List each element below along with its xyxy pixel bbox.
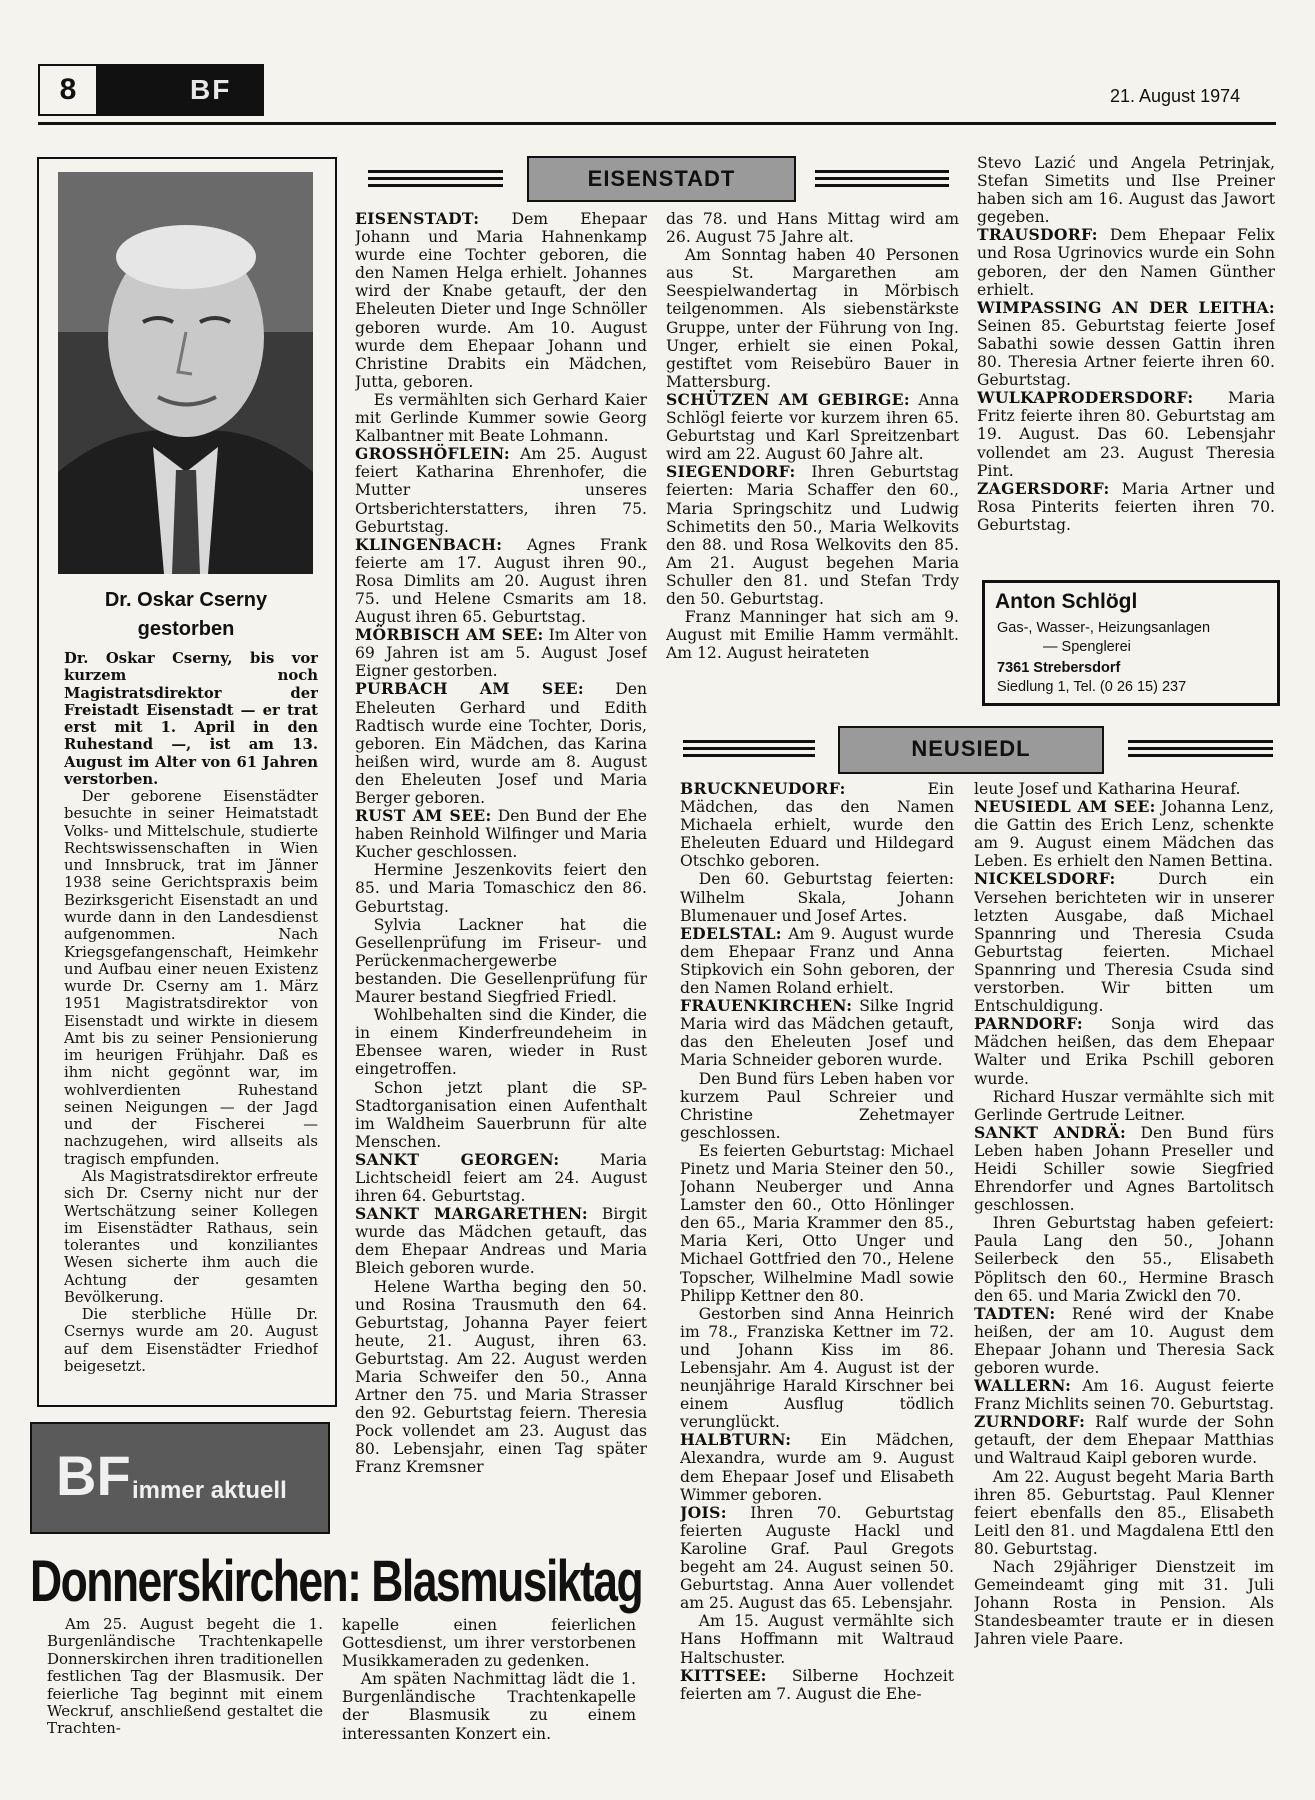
ad-company-name: Anton Schlögl xyxy=(995,590,1138,613)
news-item xyxy=(974,870,1274,1015)
place-name: SANKT ANDRÄ: xyxy=(974,1122,1126,1142)
news-item xyxy=(974,1413,1274,1467)
news-text: Dem Ehepaar Felix und Rosa Ugrinovics wurde ein Sohn geboren, der den Namen Günther erhielt. xyxy=(977,226,1275,299)
obituary-paragraph: Der geborene Eisenstädter besuchte in seiner Heimatstadt Volks- und Mittelschule, studierte Rechtswissenschaften in Wien und Innsbruck, trat im Jänner 1938 seine Gerichtspraxis beim Bezirksgericht Eisenstadt an und wurde dann in den Landesdienst aufgenommen. Nach Kriegsgefangenschaft, Heimkehr und Aufbau einer neuen Existenz wurde Dr. Cserny am 1. März 1951 Magistratsdirektor von Eisenstadt und wirkte in diesem Amt bis zu seiner Pensionierung im heurigen Frühjahr. Daß es ihm nicht gegönnt war, im wohlverdienten Ruhestand seinen Neigungen — der Jagd und der Fischerei — nachzugehen, wird allseits als tragisch empfunden. xyxy=(64,788,318,1168)
news-item xyxy=(680,1612,954,1666)
news-item xyxy=(974,1015,1274,1087)
news-text: Im Alter von 69 Jahren ist am 5. August Josef Eigner gestorben. xyxy=(355,626,647,681)
banner-slogan: immer aktuell xyxy=(132,1477,287,1504)
news-text: Maria Lichtscheidl feiert am 24. August ihren 64. Geburtstag. xyxy=(355,1150,647,1206)
eisenstadt-column-2 xyxy=(666,210,959,708)
place-name: EDELSTAL: xyxy=(680,923,782,943)
news-text: Ralf wurde der Sohn getauft, der dem Ehepaar Matthias und Waltraud Kaipl geboren wurde. xyxy=(974,1413,1274,1468)
issue-date: 21. August 1974 xyxy=(1110,86,1241,106)
place-name: PURBACH AM SEE: xyxy=(355,679,584,699)
place-name: MÖRBISCH AM SEE: xyxy=(355,625,544,645)
paper-mark: BF xyxy=(190,74,232,105)
obituary-text xyxy=(64,650,318,1395)
news-text: das 78. und Hans Mittag wird am 26. August 75 Jahre alt. xyxy=(666,210,959,247)
place-name: SANKT GEORGEN: xyxy=(355,1149,560,1169)
news-text: Richard Huszar vermählte sich mit Gerlinde Gertrude Leitner. xyxy=(974,1087,1274,1124)
news-item xyxy=(355,391,647,445)
news-item xyxy=(974,1214,1274,1304)
news-text: Durch ein Versehen berichteten wir in unserer letzten Ausgabe, daß Michael Spannring und Theresia Csuda Geburtstag feierten. Michael Spannring und Theresia Csuda sind verstorben. Wir bitten um Entschuldigung. xyxy=(974,870,1274,1016)
news-item xyxy=(974,780,1274,798)
news-item xyxy=(977,299,1275,389)
news-text: Stevo Lazić und Angela Petrinjak, Stefan Simetits und Ilse Preiner haben sich am 16. August das Jawort gegeben. xyxy=(977,154,1275,227)
place-name: KLINGENBACH: xyxy=(355,534,503,554)
news-text: Silke Ingrid Maria wird das Mädchen getauft, das den Eheleuten Josef und Maria Schneider geboren wurde. xyxy=(680,997,954,1070)
place-name: WALLERN: xyxy=(974,1376,1072,1396)
news-text: Dem Ehepaar Johann und Maria Hahnenkamp wurde eine Tochter geboren, die den Namen Helga erhielt. Johannes wird der Knabe getauft, der den Eheleuten Dieter und Inge Schnöller geboren wurde. Am 10. August wurde dem Ehepaar Johann und Christine Drabits ein Mädchen, Jutta, geboren. xyxy=(355,210,647,391)
news-text: Helene Wartha beging den 50. und Rosina Trausmuth den 64. Geburtstag, Johanna Payer feiert heute, 21. August, ihren 63. Geburtstag. Am 22. August werden Maria Schweifer den 50., Anna Artner den 75. und Maria Strasser den 92. Geburtstag feiern. Theresia Pock vollendet am 23. August das 80. Lebensjahr, einen Tag später Franz Kremsner xyxy=(355,1277,647,1477)
ad-line2: — Spenglerei xyxy=(1043,639,1131,655)
news-text: Am 22. August begeht Maria Barth ihren 85. Geburtstag. Paul Klenner feiert ebenfalls den 85., Elisabeth Leitl den 81. und Magdalena Ettl den 80. Geburtstag. xyxy=(974,1467,1274,1558)
place-name: KITTSEE: xyxy=(680,1665,767,1685)
news-text: Es vermählten sich Gerhard Kaier mit Gerlinde Kummer sowie Georg Kalbantner mit Beate Lohmann. xyxy=(355,390,647,446)
place-name: WULKAPRODERSDORF: xyxy=(977,388,1194,408)
news-item xyxy=(680,870,954,924)
news-text: Hermine Jeszenkovits feiert den 85. und Maria Tomaschicz den 86. Geburtstag. xyxy=(355,861,647,916)
news-item xyxy=(666,210,959,246)
neusiedl-column-1 xyxy=(680,780,954,1750)
place-name: SIEGENDORF: xyxy=(666,462,796,482)
news-text: Den Eheleuten Gerhard und Edith Radtisch wurde eine Tochter, Doris, geboren. Ein Mädchen, das Karina heißen wird, wurde am 8. August den Eheleuten Josef und Maria Berger geboren. xyxy=(355,680,647,807)
place-name: EISENSTADT: xyxy=(355,210,480,228)
ad-line1: Gas-, Wasser-, Heizungsanlagen xyxy=(997,620,1211,636)
news-item xyxy=(680,1070,954,1142)
news-item xyxy=(680,925,954,997)
news-item xyxy=(355,1278,647,1477)
news-text: Den Bund fürs Leben haben Johann Preseller und Heidi Schiller sowie Siegfried Ehrendorfer und Agnes Bartolitsch geschlossen. xyxy=(974,1123,1274,1215)
article-headline: Donnerskirchen: Blasmusiktag xyxy=(30,1549,643,1614)
news-item xyxy=(680,780,954,870)
news-text: Sylvia Lackner hat die Gesellenprüfung im Friseur- und Perückenmachergewerbe bestanden. Die Gesellenprüfung für Maurer bestand Siegfried Friedl. xyxy=(355,915,647,1007)
news-item xyxy=(666,246,959,391)
blasmusik-paragraph: kapelle einen feierlichen Gottesdienst, um ihrer verstorbenen Musikkameraden zu gedenken. xyxy=(342,1616,636,1671)
news-text: leute Josef und Katharina Heuraf. xyxy=(974,780,1241,798)
news-item xyxy=(680,1431,954,1503)
blasmusik-column-1 xyxy=(47,1616,323,1746)
place-name: RUST AM SEE: xyxy=(355,806,492,826)
ad-line4: Siedlung 1, Tel. (0 26 15) 237 xyxy=(997,679,1187,695)
news-text: Den Bund der Ehe haben Reinhold Wilfinger und Maria Kucher geschlossen. xyxy=(355,807,647,862)
news-item xyxy=(977,389,1275,479)
news-text: Ihren Geburtstag haben gefeiert: Paula Lang den 50., Johann Seilerbeck den 55., Elisabeth Pöplitsch den 60., Hermine Brasch den 65. und Maria Zwickl den 70. xyxy=(974,1214,1274,1305)
portrait-illustration xyxy=(58,172,313,574)
obituary-lead: Dr. Oskar Cserny, bis vor kurzem noch Magistratsdirektor der Freistadt Eisenstadt — er trat erst mit 1. April in den Ruhestand —, ist am 13. August im Alter von 61 Jahren verstorben. xyxy=(64,650,318,788)
section-rule-right xyxy=(815,170,949,194)
news-text: Ihren 70. Geburtstag feierten Auguste Hackl und Karoline Graf. Paul Gregots begeht am 24. August seinen 50. Geburtstag. Anna Auer vollendet am 25. August das 65. Lebensjahr. xyxy=(680,1503,954,1613)
news-text: René wird der Knabe heißen, der am 10. August dem Ehepaar Johann und Theresia Sack geboren wurde. xyxy=(974,1304,1274,1377)
news-item xyxy=(974,1468,1274,1558)
news-text: Franz Manninger hat sich am 9. August mit Emilie Hamm vermählt. Am 12. August heirateten xyxy=(666,608,959,663)
place-name: GROSSHÖFLEIN: xyxy=(355,444,510,464)
page-number: 8 xyxy=(40,66,96,114)
news-text: Am 15. August vermählte sich Hans Hoffmann mit Waltraud Haltschuster. xyxy=(680,1612,954,1667)
eisenstadt-column-3 xyxy=(977,154,1275,564)
bf-promo-banner xyxy=(30,1422,330,1534)
place-name: JOIS: xyxy=(680,1502,727,1522)
news-text: Nach 29jähriger Dienstzeit im Gemeindeamt ging mit 31. Juli Johann Rosta in Pension. Als Standesbeamter traute er in diesen Jahren viele Paare. xyxy=(974,1558,1274,1649)
place-name: NEUSIEDL AM SEE: xyxy=(974,797,1156,817)
portrait-photo xyxy=(58,172,313,574)
ad-line3: 7361 Strebersdorf xyxy=(997,660,1121,676)
news-item xyxy=(974,798,1274,870)
news-item xyxy=(977,480,1275,534)
obituary-title xyxy=(48,586,324,644)
place-name: ZURNDORF: xyxy=(974,1412,1086,1432)
news-item xyxy=(355,536,647,626)
section-rule-left xyxy=(683,740,815,764)
news-text: Den Bund fürs Leben haben vor kurzem Paul Schreier und Christine Zehetmayer geschlossen. xyxy=(680,1069,954,1142)
neusiedl-column-2 xyxy=(974,780,1274,1750)
section-rule-right xyxy=(1128,740,1273,764)
obituary-title-line2: gestorben xyxy=(137,618,235,640)
place-name: TRAUSDORF: xyxy=(977,225,1098,245)
news-item xyxy=(974,1377,1274,1413)
news-item xyxy=(974,1088,1274,1124)
news-item xyxy=(355,1205,647,1277)
place-name: SCHÜTZEN AM GEBIRGE: xyxy=(666,389,910,409)
news-text: Am 16. August feierte Franz Michlits seinen 70. Geburtstag. xyxy=(974,1377,1274,1414)
obituary-paragraph: Als Magistratsdirektor erfreute sich Dr. Cserny nicht nur der Wertschätzung seiner Kollegen im Eisenstädter Rathaus, sein tolerantes und konziliantes Wesen sicherte ihm auch die Achtung der gesamten Bevölkerung. xyxy=(64,1167,318,1306)
news-item xyxy=(680,1305,954,1432)
obituary-title-line1: Dr. Oskar Cserny xyxy=(104,589,268,611)
news-item xyxy=(680,1667,954,1703)
news-item xyxy=(680,997,954,1069)
news-item xyxy=(355,916,647,1006)
news-text: Maria Artner und Rosa Pinterits feierten ihren 70. Geburtstag. xyxy=(977,479,1275,534)
news-item xyxy=(680,1504,954,1613)
blasmusik-paragraph: Am späten Nachmittag lädt die 1. Burgenländische Trachtenkapelle der Blasmusik zu einem interessanten Konzert ein. xyxy=(342,1670,636,1743)
news-text: Seinen 85. Geburtstag feierte Josef Sabathi sowie dessen Gattin ihren 80. Theresia Artner feierte ihren 60. Geburtstag. xyxy=(977,316,1275,390)
news-text: Am 9. August wurde dem Ehepaar Franz und Anna Stipkovich ein Sohn geboren, der den Namen Roland erhielt. xyxy=(680,924,954,998)
news-text: Birgit wurde das Mädchen getauft, das dem Ehepaar Andreas und Maria Bleich geboren wurde. xyxy=(355,1205,647,1278)
news-text: Den 60. Geburtstag feierten: Wilhelm Skala, Johann Blumenauer und Josef Artes. xyxy=(680,870,954,925)
news-item xyxy=(666,391,959,463)
news-text: Johanna Lenz, die Gattin des Erich Lenz, schenkte am 9. August einem Mädchen das Leben. Es erhielt den Namen Bettina. xyxy=(974,798,1274,871)
news-text: Es feierten Geburtstag: Michael Pinetz und Maria Steiner den 50., Johann Neuberger und Anna Lamster den 60., Otto Hönlinger den 65., Maria Krammer den 85., Maria Keri, Otto Unger und Michael Gottfried den 70., Helene Topscher, Wilhelmine Madl sowie Philipp Kettner den 80. xyxy=(680,1141,954,1305)
news-item xyxy=(355,680,647,807)
news-item xyxy=(355,1006,647,1078)
section-heading-neusiedl: NEUSIEDL xyxy=(838,726,1104,774)
page-number-box xyxy=(38,64,264,116)
obituary-paragraph: Die sterbliche Hülle Dr. Csernys wurde am 20. August auf dem Eisenstädter Friedhof beigesetzt. xyxy=(64,1306,318,1375)
news-text: Gestorben sind Anna Heinrich im 78., Franziska Kettner im 72. und Johann Kiss im 86. Lebensjahr. Am 4. August ist der neunjährige Harald Kirschner bei einem Ausflug tödlich verunglückt. xyxy=(680,1304,954,1432)
news-text: Anna Schlögl feierte vor kurzem ihren 65. Geburtstag und Karl Spreitzenbart wird am 22. August 60 Jahre alt. xyxy=(666,390,959,464)
news-item xyxy=(666,463,959,608)
news-item xyxy=(977,226,1275,298)
advertisement-box xyxy=(982,580,1280,706)
news-text: Schon jetzt plant die SP-Stadtorganisation einen Aufenthalt im Waldheim Sauerbrunn für alte Menschen. xyxy=(355,1078,647,1151)
news-text: Maria Fritz feierte ihren 80. Geburtstag am 19. August. Das 60. Lebensjahr vollendet am 23. August Theresia Pint. xyxy=(977,389,1275,480)
news-text: Am 25. August feiert Katharina Ehrenhofer, die Mutter unseres Ortsberichterstatters, ihren 75. Geburtstag. xyxy=(355,445,647,536)
news-item xyxy=(974,1558,1274,1648)
news-text: Ihren Geburtstag feierten: Maria Schaffer den 60., Maria Springschitz und Ludwig Schimetits den 50., Maria Welkovits den 88. und Rosa Welkovits den 85. Am 21. August begehen Maria Schuller den 81. und Stefan Trdy den 50. Geburtstag. xyxy=(666,463,959,608)
banner-logo: BF xyxy=(56,1444,131,1507)
place-name: WIMPASSING AN DER LEITHA: xyxy=(977,297,1275,317)
news-item xyxy=(355,1151,647,1205)
news-text: Am Sonntag haben 40 Personen aus St. Margarethen am Seespielwandertag in Mörbisch teilgenommen. Als siebenstärkste Gruppe, unter der Führung von Ing. Unger, erhielt sie einen Pokal, gestiftet vom Reisebüro Bauer in Mattersburg. xyxy=(666,246,959,391)
place-name: ZAGERSDORF: xyxy=(977,478,1110,498)
place-name: BRUCKNEUDORF: xyxy=(680,780,846,798)
header-rule xyxy=(38,122,1276,125)
eisenstadt-column-1 xyxy=(355,210,647,1540)
news-item xyxy=(355,210,647,391)
news-item xyxy=(355,626,647,680)
place-name: TADTEN: xyxy=(974,1303,1056,1323)
news-text: Ein Mädchen, das den Namen Michaela erhielt, wurde den Eheleuten Eduard und Hildegard Otschko geboren. xyxy=(680,780,954,871)
news-item xyxy=(977,154,1275,226)
section-heading-eisenstadt: EISENSTADT xyxy=(527,156,796,202)
section-rule-left xyxy=(368,170,503,194)
place-name: FRAUENKIRCHEN: xyxy=(680,996,853,1016)
blasmusik-column-2 xyxy=(342,1616,636,1746)
blasmusik-paragraph: Am 25. August begeht die 1. Burgenländische Trachtenkapelle Donnerskirchen ihren traditionellen festlichen Tag der Blasmusik. Der feierliche Tag beginnt mit einem Weckruf, anschließend gestaltet die Trachten- xyxy=(47,1616,323,1738)
news-item xyxy=(355,861,647,915)
news-text: Sonja wird das Mädchen heißen, das dem Ehepaar Walter und Erika Pschill geboren wurde. xyxy=(974,1015,1274,1088)
news-item xyxy=(680,1142,954,1305)
news-item xyxy=(974,1305,1274,1377)
news-text: Ein Mädchen, Alexandra, wurde am 9. August dem Ehepaar Josef und Elisabeth Wimmer geboren. xyxy=(680,1431,954,1504)
place-name: SANKT MARGARETHEN: xyxy=(355,1204,588,1224)
news-text: Agnes Frank feierte am 17. August ihren 90., Rosa Dimlits am 20. August ihren 75. und Helene Csmarits am 18. August ihren 65. Geburtstag. xyxy=(355,535,647,627)
place-name: NICKELSDORF: xyxy=(974,869,1116,889)
news-item xyxy=(355,807,647,861)
news-item xyxy=(974,1124,1274,1214)
news-text: Silberne Hochzeit feierten am 7. August die Ehe- xyxy=(680,1666,954,1703)
news-item xyxy=(355,1079,647,1151)
news-item xyxy=(666,608,959,662)
place-name: HALBTURN: xyxy=(680,1430,792,1450)
news-text: Wohlbehalten sind die Kinder, die in einem Kinderfreundeheim in Ebensee waren, wieder in Rust eingetroffen. xyxy=(355,1006,647,1079)
news-item xyxy=(355,445,647,535)
place-name: PARNDORF: xyxy=(974,1014,1083,1034)
